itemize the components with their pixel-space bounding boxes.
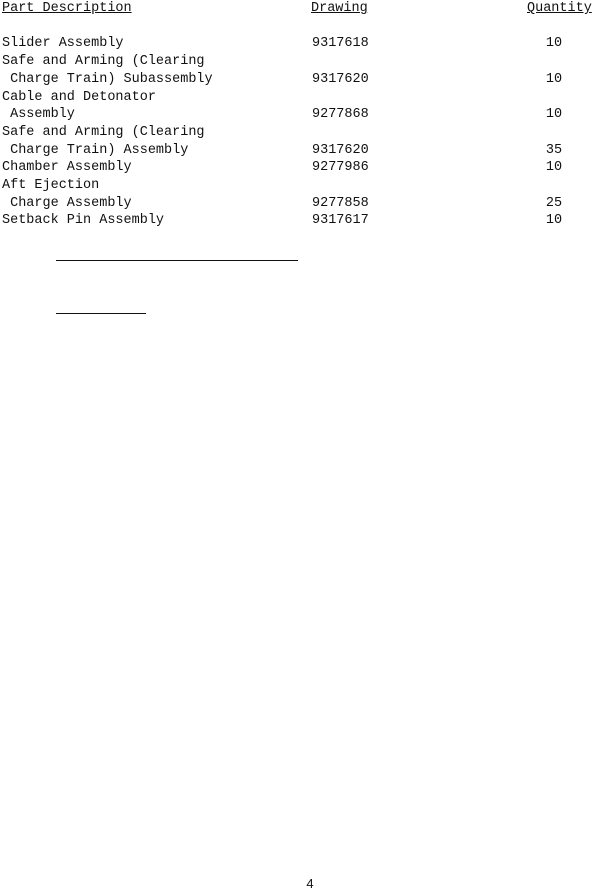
part-description-cell: Slider Assembly [2,36,124,51]
quantity-cell: 10 [545,72,563,87]
drawing-number-cell: 9317620 [312,72,369,87]
page-number: 4 [306,876,314,891]
quantity-cell: 25 [545,196,563,211]
drawing-number-cell: 9277868 [312,107,369,122]
table-row [0,159,599,176]
table-row [0,212,599,229]
drawing-number-cell: 9317617 [312,213,369,228]
part-description-cell: Charge Assembly [2,196,132,211]
table-row [0,35,599,52]
part-description-cell: Safe and Arming (Clearing [2,54,205,69]
part-description-cell: Safe and Arming (Clearing [2,125,205,140]
blank-heading-rule-long [56,260,298,261]
table-row [0,89,599,106]
drawing-number-cell: 9317618 [312,36,369,51]
quantity-cell: 10 [545,213,563,228]
quantity-cell: 35 [545,143,563,158]
quantity-cell: 10 [545,36,563,51]
table-row [0,195,599,212]
quantity-cell: 10 [545,160,563,175]
blank-heading-rule-short [56,313,146,314]
table-row [0,53,599,70]
part-description-cell: Chamber Assembly [2,160,132,175]
part-description-cell: Charge Train) Subassembly [2,72,213,87]
drawing-number-cell: 9317620 [312,143,369,158]
part-description-cell: Setback Pin Assembly [2,213,165,228]
table-row [0,106,599,123]
part-description-cell: Charge Train) Assembly [2,143,189,158]
table-row [0,177,599,194]
part-description-cell: Aft Ejection [2,178,100,193]
drawing-number-cell: 9277858 [312,196,369,211]
header-quantity: Quantity [527,1,592,16]
header-part-description: Part Description [2,1,132,16]
drawing-number-cell: 9277986 [312,160,369,175]
table-row [0,142,599,159]
header-drawing: Drawing [311,1,368,16]
part-description-cell: Assembly [2,107,75,122]
table-row [0,124,599,141]
part-description-cell: Cable and Detonator [2,90,156,105]
table-row [0,71,599,88]
quantity-cell: 10 [545,107,563,122]
